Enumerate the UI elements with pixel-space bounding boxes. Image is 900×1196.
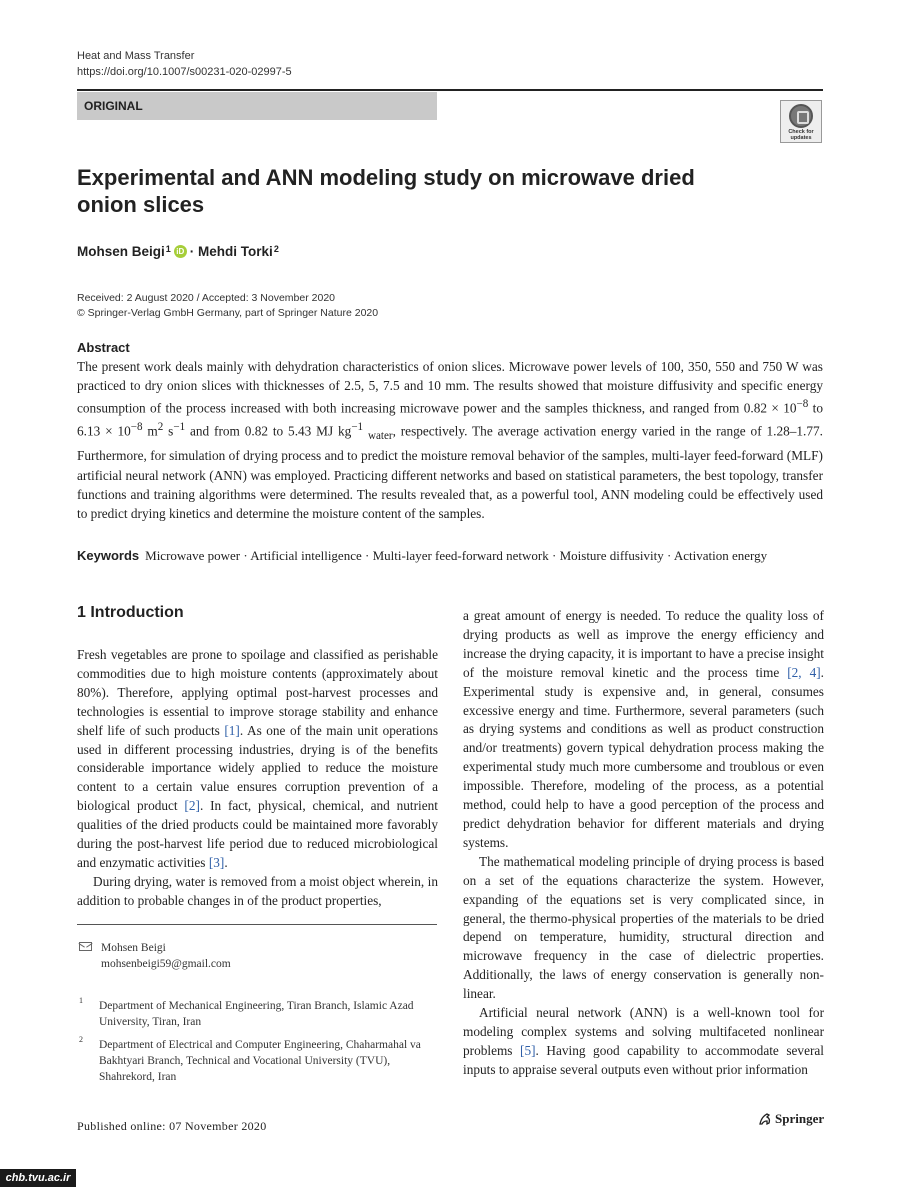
abstract-heading: Abstract: [77, 340, 130, 355]
subscript: water: [367, 430, 393, 443]
keyword: · Multi-layer feed-forward network: [362, 548, 549, 563]
journal-name: Heat and Mass Transfer: [77, 50, 195, 62]
left-column: [77, 646, 438, 911]
keywords-heading: Keywords: [77, 548, 140, 563]
orcid-icon[interactable]: iD: [174, 245, 187, 258]
corresponding-email[interactable]: mohsenbeigi59@gmail.com: [101, 958, 231, 970]
abstract-run: The present work deals mainly with dehydration characteristics of onion slices. Microwave power levels of 100, 350, 550 and 750 W was practiced to dry onion slices with thicknesses of 2.5, 5, 7.5 and 10 mm. The results showed that moisture diffusivity and specific energy consumption of the process increased with both increasing microwave power and the samples thickness, and ranged from 0.82 × 10: [77, 359, 823, 416]
text-run: .: [224, 854, 228, 870]
superscript: −1: [351, 421, 364, 434]
corresponding-author: [101, 940, 231, 972]
bookmark-icon: [789, 104, 813, 128]
superscript: −1: [173, 421, 186, 434]
publisher-name: Springer: [775, 1111, 825, 1126]
affiliation-number: 2: [79, 1035, 83, 1044]
abstract-run: , respectively. The average activation energy varied in the range of 1.28–1.77. Furthermore, for simulation of drying process and to predict the moisture removal behavior of the samples, multi-layer feed-forward (MLF) artificial neural network (ANN) was employed. Practicing different networks and based on statistical parameters, the best topology, transfer functions and training algorithms were determined. The results revealed that, as a powerful tool, ANN modeling could be effectively used to predict drying kinetics and determine the moisture content of the samples.: [77, 423, 823, 521]
published-online: Published online: 07 November 2020: [77, 1119, 267, 1133]
author-name: Mohsen Beigi: [77, 244, 165, 259]
keyword: · Activation energy: [664, 548, 767, 563]
citation-link[interactable]: [3]: [208, 854, 225, 870]
check-for-updates-badge[interactable]: [780, 100, 822, 143]
paragraph: [463, 607, 824, 853]
text-run: . In fact, physical, chemical, and nutrient qualities of the dried products could be maintained more favorably during the post-harvest life period due to reduced microbiological and enzymatic activities: [77, 798, 438, 870]
paragraph: During drying, water is removed from a moist object wherein, in addition to probable changes in of the product properties,: [77, 873, 438, 908]
superscript: −8: [130, 421, 143, 434]
keyword: · Artificial intelligence: [240, 548, 362, 563]
abstract-run: to 6.13 × 10: [77, 400, 823, 439]
doi-link[interactable]: https://doi.org/10.1007/s00231-020-02997-5: [77, 66, 292, 78]
author-separator: ·: [189, 244, 195, 259]
author-list: [77, 244, 279, 259]
text-run: . As one of the main unit operations used in different processing industries, drying is of the benefits considerable importance widely applied to reduce the moisture content to a certain value ensures corruption prevention of a biological product: [77, 722, 438, 814]
abstract-run: and from 0.82 to 5.43 MJ kg: [185, 423, 352, 439]
author-name: Mehdi Torki: [198, 244, 273, 259]
citation-link[interactable]: [1]: [224, 722, 240, 738]
affiliation: Department of Mechanical Engineering, Tiran Branch, Islamic Azad University, Tiran, Iran: [99, 1000, 414, 1028]
abstract-run: m: [142, 423, 158, 439]
citation-link[interactable]: [2, 4]: [787, 664, 821, 680]
received-accepted: Received: 2 August 2020 / Accepted: 3 November 2020: [77, 292, 336, 304]
text-run: Artificial neural network (ANN) is a well-known tool for modeling complex systems and solving multifaceted nonlinear problems: [463, 1005, 824, 1058]
affiliation-sup: 2: [273, 243, 279, 254]
superscript: 2: [157, 421, 164, 434]
text-run: . Experimental study is expensive and, in general, consumes excessive energy and time. Furthermore, several parameters (such as drying systems and conditions as well as product construction and/or treatments) govern typical dehydration process making the experimental study much more cumbersome and troublous or even impossible. Therefore, modeling of the process, as a potential method, could help to have a good perception of the process and predict dehydration behavior for different materials and drying systems.: [463, 664, 824, 850]
envelope-icon: [79, 942, 92, 951]
affiliation: Department of Electrical and Computer Engineering, Chaharmahal va Bakhtyari Branch, Technical and Vocational University (TVU), Shahrekord, Iran: [99, 1039, 421, 1083]
paragraph: [77, 646, 438, 873]
section-heading: 1 Introduction: [77, 604, 184, 621]
keyword: · Moisture diffusivity: [549, 548, 664, 563]
superscript: −8: [796, 398, 809, 411]
abstract-run: s: [163, 423, 174, 439]
article-type-band: ORIGINAL: [77, 92, 437, 120]
paragraph: [463, 1004, 824, 1080]
journal-header: [77, 48, 292, 80]
keywords-line: [77, 546, 823, 565]
springer-horse-icon: [758, 1112, 772, 1126]
affiliation-sup: 1: [165, 243, 171, 254]
abstract-text: [77, 357, 823, 523]
text-run: Fresh vegetables are prone to spoilage and classified as perishable commodities due to high moisture contents (approximately about 80%). Therefore, applying optimal post-harvest processes and technologies is essential to improve storage stability and enhance shelf life of such products: [77, 647, 438, 738]
citation-link[interactable]: [2]: [184, 798, 200, 814]
paper-title: Experimental and ANN modeling study on microwave dried onion slices: [77, 165, 695, 217]
text-run: a great amount of energy is needed. To reduce the quality loss of drying products as well as improve the energy efficiency and increase the drying capacity, it is important to have a precise insight of the moisture removal kinetic and the process time: [463, 608, 824, 680]
site-watermark: chb.tvu.ac.ir: [0, 1169, 76, 1187]
springer-logo: [758, 1111, 824, 1127]
badge-text: Check for updates: [788, 129, 814, 141]
corresponding-name: Mohsen Beigi: [101, 942, 166, 954]
keyword: Microwave power: [145, 548, 241, 563]
right-column: [463, 607, 824, 1080]
article-dates: [77, 291, 378, 321]
text-run: . Having good capability to accommodate several inputs to appraise several outputs even without prior information: [463, 1042, 824, 1077]
footnote-rule: [77, 924, 437, 925]
header-rule: [77, 89, 823, 91]
copyright-line: © Springer-Verlag GmbH Germany, part of Springer Nature 2020: [77, 307, 379, 319]
citation-link[interactable]: [5]: [520, 1042, 536, 1058]
affiliation-number: 1: [79, 996, 83, 1005]
paragraph: The mathematical modeling principle of drying process is based on a set of the equations characterize the system. However, expanding of the equations set is very complicated since, in general, the thermo-physical properties of the materials to be dried depend on temperature, humidity, structural direction and microwave frequency in the case of dielectric properties. Additionally, the laws of energy conservation is generally non-linear.: [463, 853, 824, 1002]
